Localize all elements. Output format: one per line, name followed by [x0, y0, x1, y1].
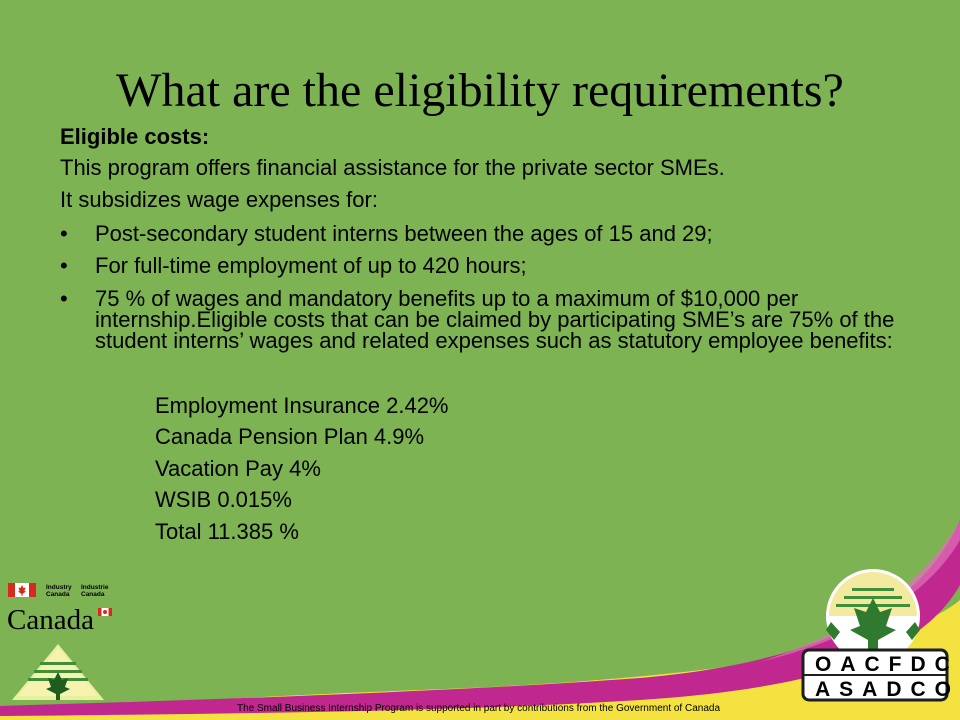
- bullet-item: [60, 255, 910, 276]
- industry-canada-fr-1: Industrie: [81, 584, 109, 591]
- bullet-icon: •: [60, 221, 68, 246]
- canada-flag-icon: [8, 583, 36, 597]
- industry-canada-en-2: Canada: [46, 591, 70, 598]
- bullet-text: Post-secondary student interns between the ages of 15 and 29;: [95, 221, 713, 246]
- benefit-line: Total 11.385 %: [155, 519, 299, 544]
- benefit-line: Employment Insurance 2.42%: [155, 393, 449, 418]
- intro-line-1: This program offers financial assistance for the private sector SMEs.: [60, 155, 725, 180]
- bullet-text: 75 % of wages and mandatory benefits up to a maximum of $10,000 per internship.Eligible costs that can be claimed by participating SME’s are 75% of the student interns’ wages and related expenses such as statutory employee benefits:: [95, 286, 895, 353]
- canada-wordmark: Canada: [7, 604, 94, 636]
- bullet-text: For full-time employment of up to 420 hours;: [95, 253, 527, 278]
- industry-canada-en-1: Industry: [46, 584, 72, 591]
- eligible-costs-heading: Eligible costs:: [60, 124, 210, 149]
- bullet-item: [60, 223, 910, 244]
- canada-wordmark-flag-icon: [98, 608, 112, 616]
- bullet-icon: •: [60, 253, 68, 278]
- footer-note: The Small Business Internship Program is supported in part by contributions from the Government of Canada: [237, 703, 721, 714]
- benefit-line: Vacation Pay 4%: [155, 456, 321, 481]
- intro-line-2: It subsidizes wage expenses for:: [60, 187, 378, 212]
- bullet-icon: •: [60, 286, 68, 311]
- asadco-logo-text: ASADCO: [815, 678, 960, 701]
- maple-tree-logo-icon: [10, 642, 106, 704]
- industry-canada-fr-2: Canada: [81, 591, 105, 598]
- slide-title: What are the eligibility requirements?: [116, 64, 844, 117]
- benefit-line: Canada Pension Plan 4.9%: [155, 424, 425, 449]
- bullet-item: [60, 288, 910, 351]
- oacfdc-logo-text: OACFDC: [815, 653, 959, 676]
- benefit-line: WSIB 0.015%: [155, 487, 292, 512]
